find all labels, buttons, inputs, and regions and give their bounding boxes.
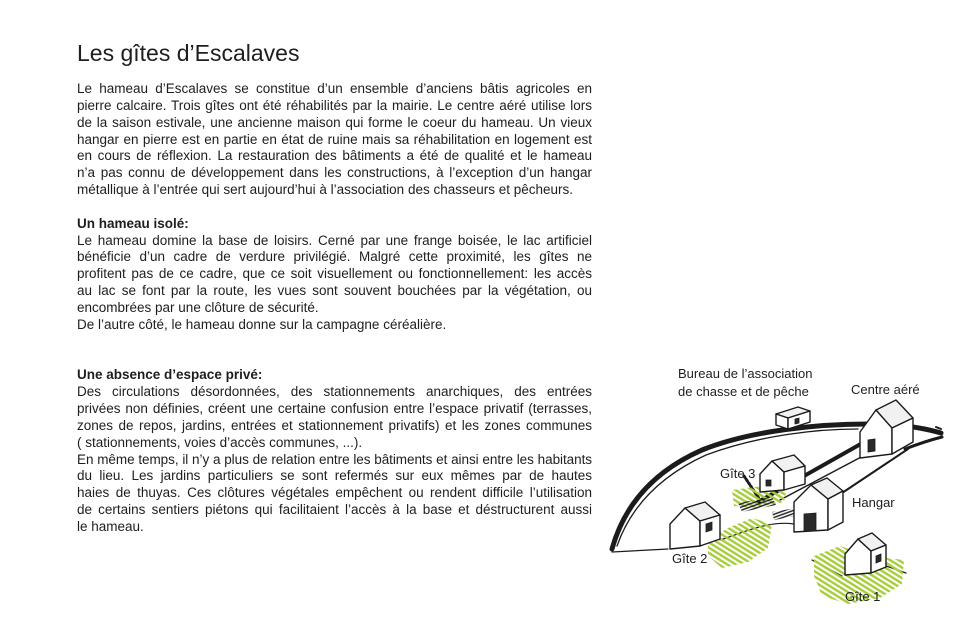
paragraph-line: n’a pas connu de développement dans les constructions, à l’exception d’un hangar — [77, 165, 592, 181]
paragraph-line: haies de thuyas. Ces clôtures végétales empêchent ou rendent difficile l’utilisation — [77, 485, 592, 501]
label-gite-1: Gîte 1 — [845, 589, 881, 604]
paragraph-line: du lieu. Les jardins particuliers se sont refermés sur eux mêmes par de hautes — [77, 468, 592, 484]
hedge-fence-hangar — [772, 508, 796, 520]
paragraph-line: Le hameau d’Escalaves se constitue d’un ensemble d’anciens bâtis agricoles en — [77, 81, 592, 96]
hangar-door — [804, 513, 816, 531]
label-bureau-line-1: Bureau de l’association — [678, 366, 813, 381]
paragraph-line: En même temps, il n’y a plus de relation entre les bâtiments et ainsi entre les habitants — [77, 451, 592, 467]
paragraph-line: privées non définies, créent une certaine confusion entre l’espace privatif (terrasses, — [77, 401, 592, 417]
paragraph-line: ( stationnements, voies d’accès communes, ...). — [77, 434, 363, 450]
paragraph-line: pierre calcaire. Trois gîtes ont été réhabilités par la mairie. Le centre aéré utilise lors — [77, 97, 592, 113]
paragraph-line: encombrées par une clôture de sécurité. — [77, 299, 319, 315]
section-isolated-hamlet — [77, 216, 592, 334]
label-gite-3: Gîte 3 — [720, 466, 756, 481]
paragraph-line: Des circulations désordonnées, des stationnements anarchiques, des entrées — [77, 384, 592, 400]
gite-3-window — [766, 480, 771, 486]
paragraph-line: profitent pas de ce cadre, que ce soit visuellement ou fonctionnellement: les accès — [77, 266, 592, 282]
ground-line — [612, 549, 668, 552]
hamlet-sketch — [600, 355, 950, 620]
building-gite-2 — [670, 502, 720, 549]
paragraph-line: hangar en pierre est en partie en état de ruine mais sa réhabilitation en logement est — [77, 131, 592, 147]
paragraph-line: zones de repos, jardins, entrées et stationnement privatifs) et les zones communes — [77, 417, 592, 433]
building-gite-3 — [760, 455, 805, 492]
label-gite-2: Gîte 2 — [672, 551, 708, 566]
paragraph-line: au lac se font par la route, les vues sont souvent bouchées par la végétation, ou — [77, 283, 592, 299]
paragraph-line: de la saison estivale, une ancienne maison qui forme le coeur du hameau. Un vieux — [77, 114, 592, 130]
gite-2-window — [706, 522, 712, 532]
document-body — [77, 81, 592, 536]
centre-aere-door — [868, 439, 875, 452]
label-hangar: Hangar — [852, 495, 895, 510]
page-title: Les gîtes d’Escalaves — [77, 40, 300, 66]
paragraph-line: en cours de réflexion. La restauration des bâtiments a été de qualité et le hameau — [77, 148, 592, 164]
paragraph-line: le hameau. — [77, 518, 144, 534]
building-gite-1 — [845, 533, 886, 575]
gite-1-window — [876, 554, 881, 563]
paragraph-line: Le hameau domine la base de loisirs. Cerné par une frange boisée, le lac artificiel — [77, 232, 592, 248]
building-hangar — [794, 478, 843, 532]
bureau-window — [795, 418, 799, 424]
paragraph-line: métallique à l’entrée qui sert aujourd’hui à l’association des chasseurs et pêcheurs. — [77, 182, 574, 198]
section-heading: Un hameau isolé: — [77, 215, 189, 231]
hill-end-tick — [936, 427, 941, 429]
section-intro — [77, 81, 592, 199]
paragraph-line: de certains sentiers piétons qui facilitaient l’accès à la base et déstructurent aussi — [77, 502, 592, 518]
paragraph-line: bénéficie d’un cadre de verdure privilégié. Malgré cette proximité, les gîtes ne — [77, 249, 592, 265]
paragraph-line: De l’autre côté, le hameau donne sur la campagne céréalière. — [77, 316, 447, 332]
section-no-private-space — [77, 367, 592, 535]
label-centre-aere: Centre aéré — [851, 382, 920, 397]
section-heading: Une absence d’espace privé: — [77, 367, 263, 383]
label-bureau-line-2: de chasse et de pêche — [678, 384, 809, 399]
